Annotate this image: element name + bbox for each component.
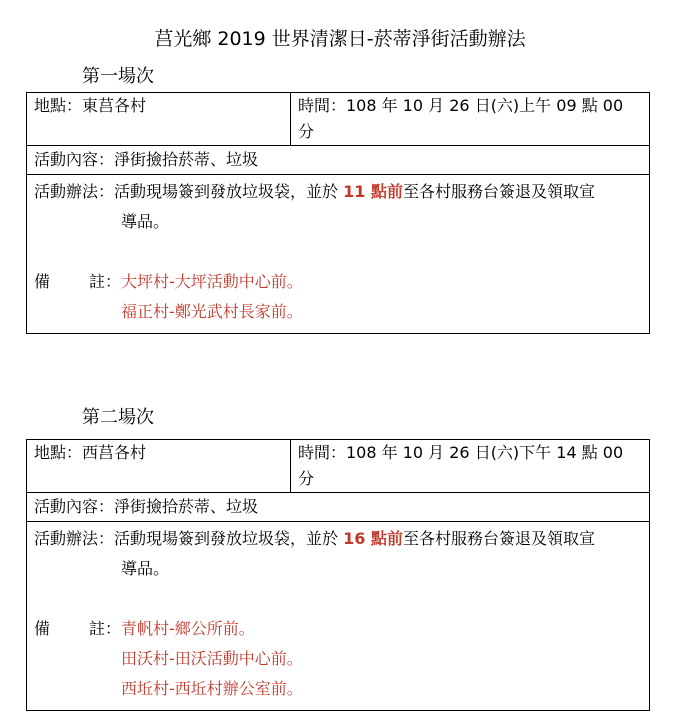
session-1-method-label: 活動辦法： (34, 182, 115, 201)
session-1-note-item: 福正村-鄭光武村長家前。 (121, 302, 303, 321)
session-1-content: 活動內容：淨街撿拾菸蒂、垃圾 (27, 146, 650, 175)
session-2-time: 時間：108 年 10 月 26 日(六)下午 14 點 00 分 (291, 440, 650, 493)
session-1-deadline: 11 點前 (343, 182, 403, 201)
session-1-note-label (34, 267, 121, 297)
note-label-colon: 註： (88, 619, 121, 638)
note-label-colon: 註： (88, 272, 121, 291)
session-1-table (26, 92, 650, 334)
session-2-table (26, 439, 650, 711)
session-2-method-text-2: 至各村服務台簽退及領取宣 (402, 529, 595, 548)
session-2-method-text: 活動現場簽到發放垃圾袋，並於 (114, 529, 344, 548)
session-2-method-cell (27, 522, 650, 711)
session-2-method-text-3: 導品。 (121, 559, 170, 578)
session-2-method-label: 活動辦法： (34, 529, 115, 548)
session-1-method-text: 活動現場簽到發放垃圾袋，並於 (114, 182, 344, 201)
session-2-note-item: 西坵村-西坵村辦公室前。 (121, 679, 303, 698)
session-2-note-label (34, 614, 121, 644)
session-1-method-text-3: 導品。 (121, 212, 170, 231)
session-1-method-cell (27, 175, 650, 334)
note-label-char: 備 (34, 619, 51, 638)
session-2-deadline: 16 點前 (343, 529, 403, 548)
session-2-location: 地點：西莒各村 (27, 440, 291, 493)
session-1-method-text-2: 至各村服務台簽退及領取宣 (402, 182, 595, 201)
session-2-content: 活動內容：淨街撿拾菸蒂、垃圾 (27, 493, 650, 522)
note-label-char: 備 (34, 272, 51, 291)
document-title: 莒光鄉 2019 世界清潔日-菸蒂淨街活動辦法 (154, 28, 526, 50)
session-1-note-item: 大坪村-大坪活動中心前。 (121, 272, 303, 291)
session-2-label: 第二場次 (82, 407, 154, 428)
session-1-location: 地點：東莒各村 (27, 93, 291, 146)
session-2-note-item: 田沃村-田沃活動中心前。 (121, 649, 303, 668)
session-1-time: 時間：108 年 10 月 26 日(六)上午 09 點 00 分 (291, 93, 650, 146)
session-1-label: 第一場次 (82, 66, 154, 87)
session-2-note-item: 青帆村-鄉公所前。 (121, 619, 255, 638)
